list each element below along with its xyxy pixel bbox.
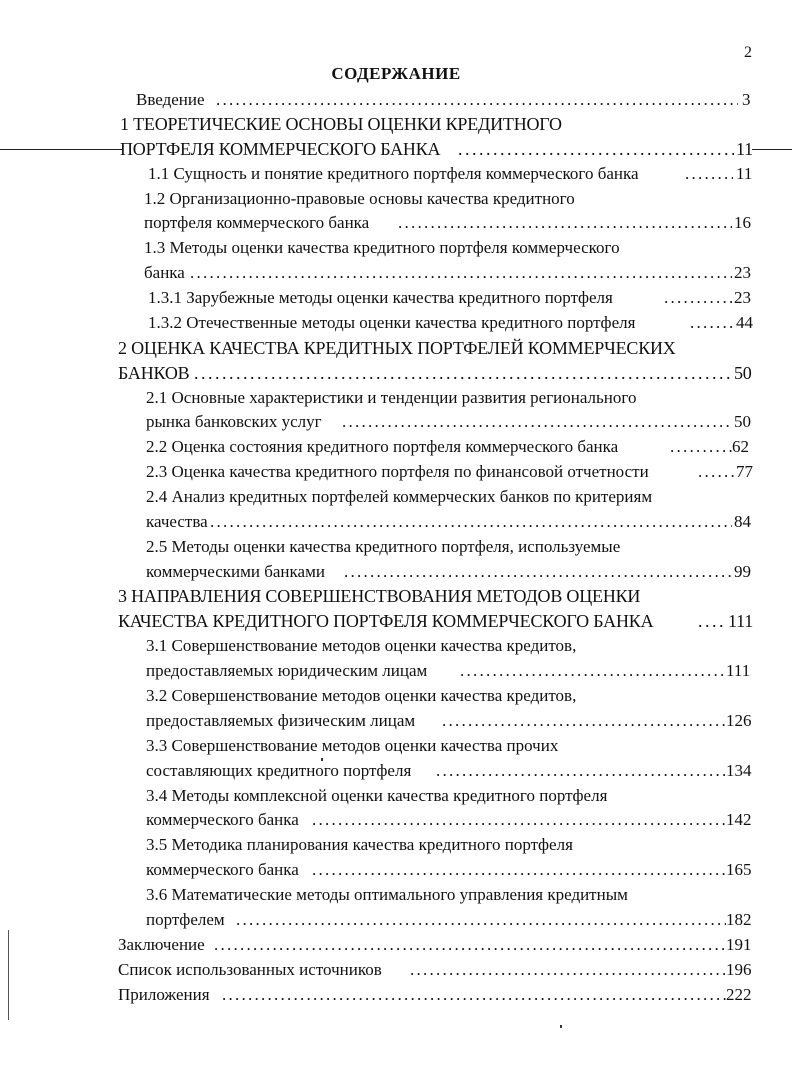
toc-entry-page: 196 bbox=[726, 960, 752, 979]
dot-leader bbox=[460, 658, 726, 684]
scan-speck bbox=[560, 1025, 562, 1028]
dot-leader bbox=[214, 932, 726, 958]
toc-line bbox=[0, 832, 792, 858]
toc-line bbox=[0, 857, 792, 883]
toc-entry-page: 62 bbox=[732, 437, 749, 456]
toc-line bbox=[0, 111, 792, 137]
dot-leader bbox=[410, 957, 726, 983]
toc-entry-text: 3 НАПРАВЛЕНИЯ СОВЕРШЕНСТВОВАНИЯ МЕТОДОВ ОЦЕНКИ bbox=[118, 586, 641, 606]
dot-leader bbox=[190, 260, 732, 286]
toc-entry-page: 222 bbox=[726, 985, 752, 1004]
toc-entry-page: 50 bbox=[734, 412, 751, 431]
toc-line bbox=[0, 608, 792, 634]
toc-entry-text: составляющих кредитного портфеля bbox=[146, 761, 412, 780]
toc-entry-page: 11 bbox=[736, 164, 753, 183]
toc-line bbox=[0, 559, 792, 585]
toc-entry-text: 1 ТЕОРЕТИЧЕСКИЕ ОСНОВЫ ОЦЕНКИ КРЕДИТНОГО bbox=[120, 114, 562, 134]
page-number: 2 bbox=[744, 44, 752, 61]
dot-leader bbox=[312, 857, 726, 883]
toc-entry-page: 99 bbox=[734, 562, 751, 581]
toc-line bbox=[0, 932, 792, 958]
toc-entry-text: коммерческого банка bbox=[146, 860, 299, 879]
toc-entry-text: 2.5 Методы оценки качества кредитного портфеля, используемые bbox=[146, 537, 621, 556]
toc-line bbox=[0, 235, 792, 261]
dot-leader bbox=[698, 608, 726, 634]
toc-entry-page: 50 bbox=[734, 363, 752, 383]
toc-entry-text: 3.6 Математические методы оптимального управления кредитным bbox=[146, 885, 628, 904]
toc-line bbox=[0, 957, 792, 983]
toc-line bbox=[0, 409, 792, 435]
dot-leader bbox=[194, 360, 730, 386]
dot-leader bbox=[698, 459, 734, 485]
toc-entry-text: 1.2 Организационно-правовые основы качества кредитного bbox=[144, 189, 575, 208]
toc-entry-text: предоставляемых юридическим лицам bbox=[146, 661, 428, 680]
toc-entry-text: 1.3.2 Отечественные методы оценки качества кредитного портфеля bbox=[148, 313, 636, 332]
toc-entry-page: 111 bbox=[726, 661, 751, 680]
toc-entry-page: 142 bbox=[726, 810, 752, 829]
toc-entry-page: 77 bbox=[736, 462, 753, 481]
toc-line bbox=[0, 186, 792, 212]
dot-leader bbox=[342, 409, 732, 435]
toc-entry-text: Список использованных источников bbox=[118, 960, 382, 979]
toc-entry-text: банка bbox=[144, 263, 185, 282]
toc-entry-page: 182 bbox=[726, 910, 752, 929]
toc-entry-text: 2.2 Оценка состояния кредитного портфеля коммерческого банка bbox=[146, 437, 619, 456]
toc-entry-page: 11 bbox=[736, 139, 753, 159]
toc-entry-page: 126 bbox=[726, 711, 752, 730]
dot-leader bbox=[685, 161, 733, 187]
toc-line bbox=[0, 161, 792, 187]
toc-entry-page: 3 bbox=[742, 90, 751, 109]
toc-entry-text: 1.3 Методы оценки качества кредитного портфеля коммерческого bbox=[144, 238, 620, 257]
toc-line bbox=[0, 982, 792, 1008]
toc-entry-page: 84 bbox=[734, 512, 751, 531]
dot-leader bbox=[442, 708, 726, 734]
toc-line bbox=[0, 783, 792, 809]
toc-entry-text: 2.3 Оценка качества кредитного портфеля по финансовой отчетности bbox=[146, 462, 649, 481]
dot-leader bbox=[664, 285, 732, 311]
toc-entry-text: портфелем bbox=[146, 910, 225, 929]
toc-line bbox=[0, 285, 792, 311]
dot-leader bbox=[344, 559, 732, 585]
toc-line bbox=[0, 534, 792, 560]
toc-line bbox=[0, 335, 792, 361]
toc-entry-text: Приложения bbox=[118, 985, 210, 1004]
toc-line bbox=[0, 807, 792, 833]
dot-leader bbox=[210, 509, 732, 535]
toc-line bbox=[0, 708, 792, 734]
dot-leader bbox=[236, 907, 726, 933]
toc-entry-text: рынка банковских услуг bbox=[146, 412, 322, 431]
toc-line bbox=[0, 310, 792, 336]
toc-line bbox=[0, 658, 792, 684]
dot-leader bbox=[222, 982, 726, 1008]
toc-entry-page: 165 bbox=[726, 860, 752, 879]
toc-entry-text: Введение bbox=[136, 90, 205, 109]
toc-entry-text: 2.4 Анализ кредитных портфелей коммерческих банков по критериям bbox=[146, 487, 653, 506]
toc-entry-text: 3.1 Совершенствование методов оценки качества кредитов, bbox=[146, 636, 577, 655]
toc-line bbox=[0, 459, 792, 485]
toc-title: СОДЕРЖАНИЕ bbox=[331, 64, 461, 83]
toc-entry-text: портфеля коммерческого банка bbox=[144, 213, 370, 232]
toc-entry-text: 1.1 Сущность и понятие кредитного портфеля коммерческого банка bbox=[148, 164, 639, 183]
dot-leader bbox=[458, 136, 734, 162]
dot-leader bbox=[216, 87, 738, 113]
toc-line bbox=[0, 360, 792, 386]
toc-line bbox=[0, 434, 792, 460]
dot-leader bbox=[312, 807, 726, 833]
toc-entry-text: КАЧЕСТВА КРЕДИТНОГО ПОРТФЕЛЯ КОММЕРЧЕСКОГО БАНКА bbox=[118, 611, 654, 631]
toc-entry-text: 2.1 Основные характеристики и тенденции развития регионального bbox=[146, 388, 637, 407]
toc-entry-text: качества bbox=[146, 512, 208, 531]
toc-line bbox=[0, 260, 792, 286]
toc-line bbox=[0, 136, 792, 162]
toc-line bbox=[0, 210, 792, 236]
toc-entry-page: 111 bbox=[728, 611, 754, 631]
dot-leader bbox=[690, 310, 734, 336]
toc-entry-text: 3.3 Совершенствование методов оценки качества прочих bbox=[146, 736, 559, 755]
toc-line bbox=[0, 385, 792, 411]
toc-entry-text: 3.4 Методы комплексной оценки качества кредитного портфеля bbox=[146, 786, 608, 805]
toc-line bbox=[0, 509, 792, 535]
toc-entry-text: БАНКОВ bbox=[118, 363, 190, 383]
toc-line bbox=[0, 683, 792, 709]
toc-entry-text: ПОРТФЕЛЯ КОММЕРЧЕСКОГО БАНКА bbox=[120, 139, 441, 159]
toc-entry-text: 1.3.1 Зарубежные методы оценки качества кредитного портфеля bbox=[148, 288, 613, 307]
toc-entry-text: Заключение bbox=[118, 935, 205, 954]
toc-line bbox=[0, 87, 792, 113]
dot-leader bbox=[670, 434, 732, 460]
toc-entry-page: 44 bbox=[736, 313, 753, 332]
toc-entry-page: 23 bbox=[734, 288, 751, 307]
toc-entry-page: 134 bbox=[726, 761, 752, 780]
toc-entry-page: 191 bbox=[726, 935, 752, 954]
toc-entry-text: предоставляемых физическим лицам bbox=[146, 711, 416, 730]
toc-line bbox=[0, 758, 792, 784]
toc-entry-text: 2 ОЦЕНКА КАЧЕСТВА КРЕДИТНЫХ ПОРТФЕЛЕЙ КОММЕРЧЕСКИХ bbox=[118, 338, 676, 358]
toc-entry-text: коммерческими банками bbox=[146, 562, 325, 581]
toc-line bbox=[0, 484, 792, 510]
dot-leader bbox=[398, 210, 732, 236]
toc-entry-page: 16 bbox=[734, 213, 751, 232]
toc-line bbox=[0, 583, 792, 609]
toc-line bbox=[0, 633, 792, 659]
toc-line bbox=[0, 733, 792, 759]
toc-line bbox=[0, 882, 792, 908]
toc-entry-text: коммерческого банка bbox=[146, 810, 299, 829]
toc-entry-page: 23 bbox=[734, 263, 751, 282]
dot-leader bbox=[436, 758, 726, 784]
toc-entry-text: 3.5 Методика планирования качества кредитного портфеля bbox=[146, 835, 573, 854]
toc-line bbox=[0, 907, 792, 933]
toc-entry-text: 3.2 Совершенствование методов оценки качества кредитов, bbox=[146, 686, 577, 705]
